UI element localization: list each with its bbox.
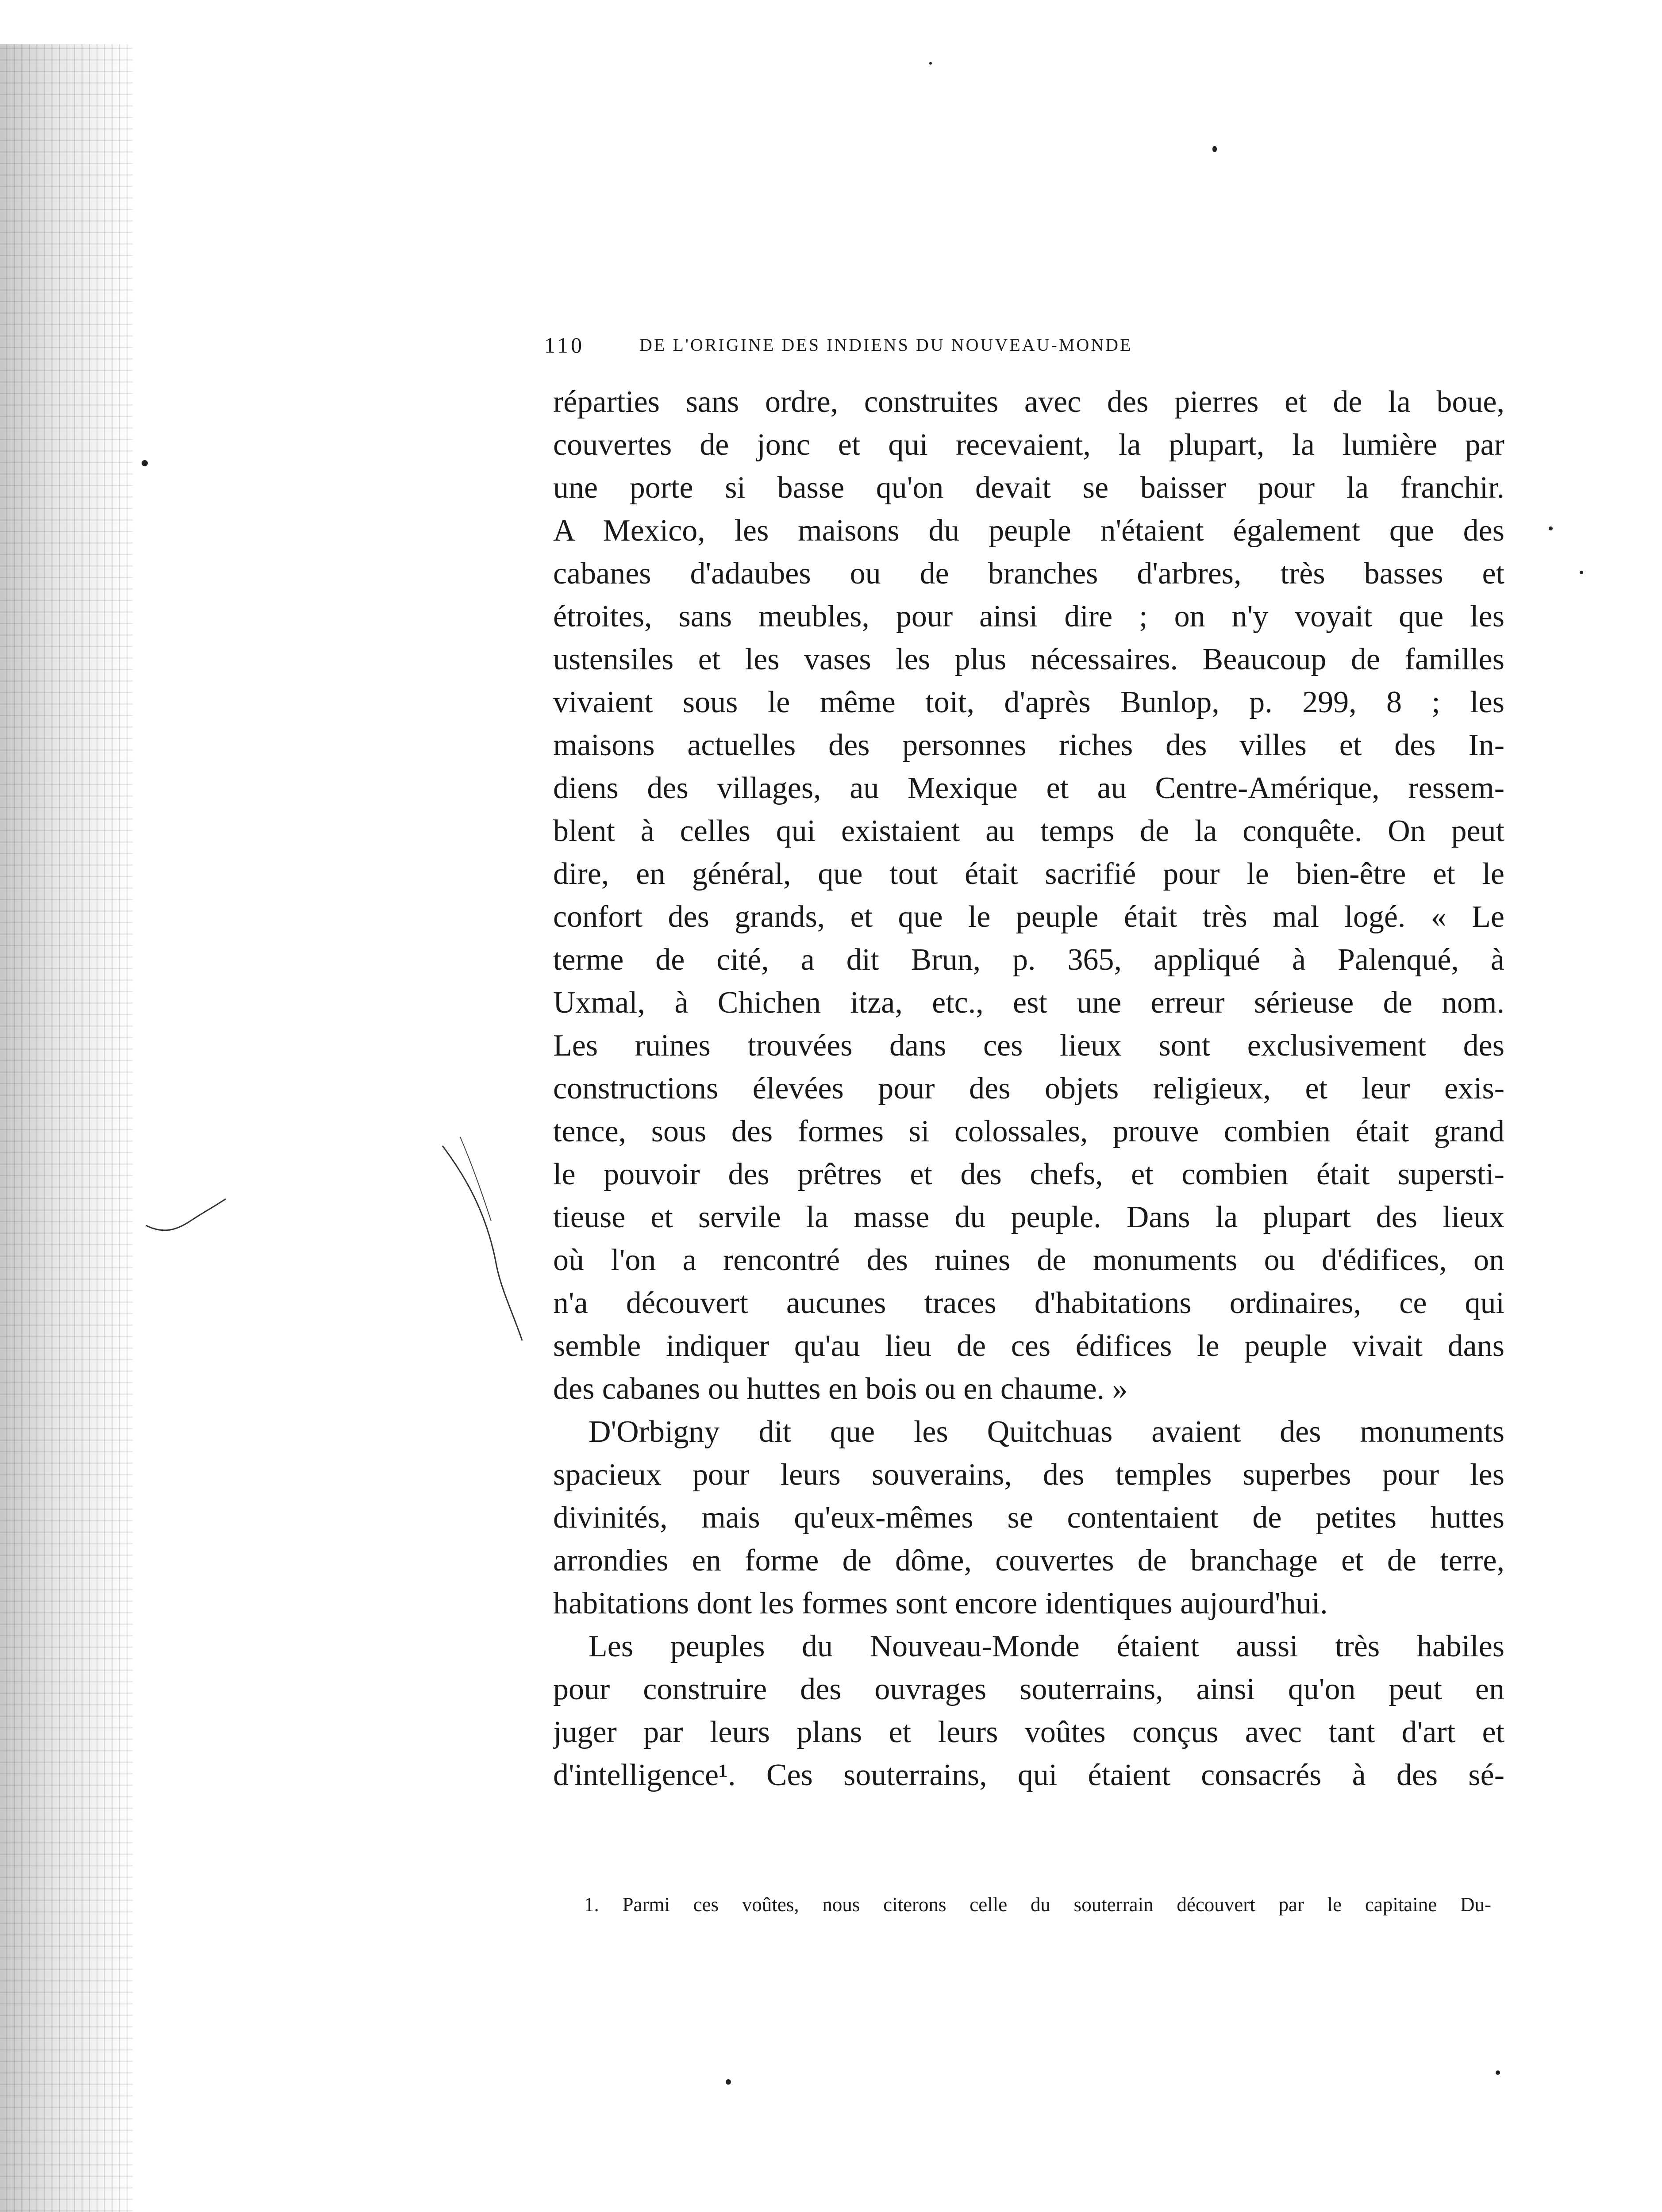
text-line: cabanes d'adaubes ou de branches d'arbres, très basses et (553, 557, 1504, 591)
text-line: ustensiles et les vases les plus nécessaires. Beaucoup de familles (553, 642, 1504, 676)
text-line: D'Orbigny dit que les Quitchuas avaient des monuments (589, 1415, 1504, 1449)
footnote: 1. Parmi ces voûtes, nous citerons celle du souterrain découvert par le capitaine Du- (584, 1893, 1491, 1916)
text-line: divinités, mais qu'eux-mêmes se contentaient de petites huttes (553, 1501, 1504, 1535)
pen-mark (434, 1128, 575, 1349)
text-line: confort des grands, et que le peuple était très mal logé. « Le (553, 900, 1504, 934)
text-line: semble indiquer qu'au lieu de ces édifices le peuple vivait dans (553, 1329, 1504, 1363)
text-line: vivaient sous le même toit, d'après Bunlop, p. 299, 8 ; les (553, 685, 1504, 719)
text-line: diens des villages, au Mexique et au Centre-Amérique, ressem- (553, 771, 1504, 805)
text-line: Uxmal, à Chichen itza, etc., est une erreur sérieuse de nom. (553, 986, 1504, 1020)
running-header (544, 330, 1350, 361)
ink-speck (142, 460, 148, 466)
ink-speck (1580, 571, 1583, 574)
ink-speck (726, 2079, 731, 2085)
text-line: Les peuples du Nouveau-Monde étaient aussi très habiles (589, 1629, 1504, 1663)
text-line: couvertes de jonc et qui recevaient, la plupart, la lumière par (553, 428, 1504, 462)
text-line: maisons actuelles des personnes riches des villes et des In- (553, 728, 1504, 762)
text-line: des cabanes ou huttes en bois ou en chaume. » (553, 1372, 1128, 1406)
text-line: constructions élevées pour des objets religieux, et leur exis- (553, 1071, 1504, 1106)
text-line: terme de cité, a dit Brun, p. 365, appliqué à Palenqué, à (553, 943, 1504, 977)
text-line: où l'on a rencontré des ruines de monuments ou d'édifices, on (553, 1243, 1504, 1277)
text-line: habitations dont les formes sont encore identiques aujourd'hui. (553, 1586, 1328, 1621)
text-line: tence, sous des formes si colossales, prouve combien était grand (553, 1114, 1504, 1148)
ink-speck (1549, 526, 1553, 530)
text-line: étroites, sans meubles, pour ainsi dire ; on n'y voyait que les (553, 599, 1504, 634)
ink-speck (1212, 146, 1217, 152)
text-line: blent à celles qui existaient au temps de la conquête. On peut (553, 814, 1504, 848)
text-line: le pouvoir des prêtres et des chefs, et combien était supersti- (553, 1157, 1504, 1191)
text-line: pour construire des ouvrages souterrains, ainsi qu'on peut en (553, 1672, 1504, 1706)
text-line: A Mexico, les maisons du peuple n'étaient également que des (553, 514, 1504, 548)
text-line: réparties sans ordre, construites avec des pierres et de la boue, (553, 385, 1504, 419)
text-line: n'a découvert aucunes traces d'habitations ordinaires, ce qui (553, 1286, 1504, 1320)
ink-speck (1496, 2070, 1500, 2075)
text-line: arrondies en forme de dôme, couvertes de branchage et de terre, (553, 1544, 1504, 1578)
page-binding-edge (0, 44, 133, 2212)
text-line: dire, en général, que tout était sacrifié pour le bien-être et le (553, 857, 1504, 891)
text-line: spacieux pour leurs souverains, des temples superbes pour les (553, 1458, 1504, 1492)
text-line: d'intelligence¹. Ces souterrains, qui étaient consacrés à des sé- (553, 1758, 1504, 1792)
running-title: DE L'ORIGINE DES INDIENS DU NOUVEAU-MONDE (639, 335, 1133, 355)
text-line: une porte si basse qu'on devait se baisser pour la franchir. (553, 471, 1504, 505)
page-number: 110 (544, 333, 585, 357)
text-line: juger par leurs plans et leurs voûtes conçus avec tant d'art et (553, 1715, 1504, 1749)
ink-speck (929, 62, 932, 65)
body-text (553, 380, 1504, 1797)
text-line: tieuse et servile la masse du peuple. Dans la plupart des lieux (553, 1200, 1504, 1234)
pen-mark (142, 1194, 230, 1248)
text-line: Les ruines trouvées dans ces lieux sont exclusivement des (553, 1029, 1504, 1063)
